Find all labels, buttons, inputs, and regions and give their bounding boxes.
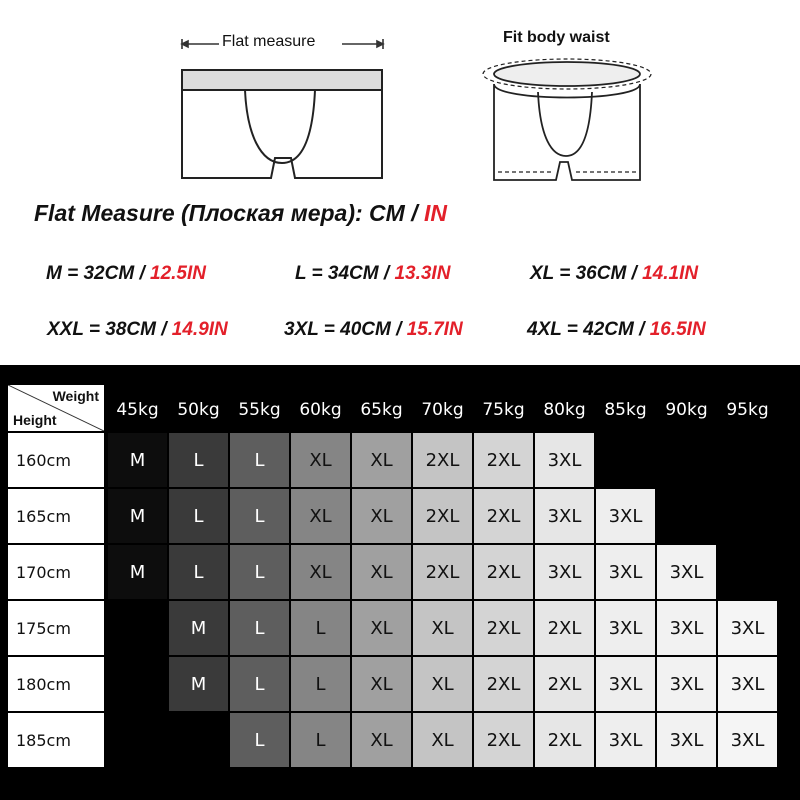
size-cell: 2XL — [474, 545, 533, 599]
size-cell: 3XL — [718, 713, 777, 767]
size-cell: XL — [352, 601, 411, 655]
height-header: 180cm — [8, 657, 104, 711]
size-xl-in: 14.1IN — [642, 263, 699, 284]
measurement-section — [0, 0, 800, 365]
size-cell: M — [169, 657, 228, 711]
empty-cell — [108, 601, 167, 655]
size-cell: 3XL — [596, 489, 655, 543]
size-cell: 2XL — [535, 601, 594, 655]
size-cell: M — [108, 433, 167, 487]
flat-measure-label: Flat measure — [222, 33, 316, 50]
size-cell: XL — [352, 489, 411, 543]
size-cell: 3XL — [657, 601, 716, 655]
weight-header: 85kg — [604, 400, 647, 420]
size-cell: L — [230, 657, 289, 711]
size-cell: 3XL — [596, 657, 655, 711]
empty-cell — [596, 433, 655, 487]
size-cell: XL — [352, 657, 411, 711]
empty-cell — [718, 489, 777, 543]
size-cell: 3XL — [657, 545, 716, 599]
height-header: 165cm — [8, 489, 104, 543]
empty-cell — [718, 545, 777, 599]
flat-measure-title — [34, 200, 447, 227]
table-corner — [8, 385, 104, 431]
size-cell: L — [169, 433, 228, 487]
size-cell: XL — [352, 545, 411, 599]
weight-header: 60kg — [299, 400, 342, 420]
empty-cell — [657, 489, 716, 543]
size-cell: L — [291, 657, 350, 711]
size-cell: L — [291, 713, 350, 767]
size-cell: L — [230, 433, 289, 487]
size-xxl-in: 14.9IN — [171, 319, 228, 340]
body-waist-diagram — [480, 52, 655, 202]
weight-header: 50kg — [177, 400, 220, 420]
size-m-in: 12.5IN — [150, 263, 206, 284]
size-cell: 2XL — [474, 713, 533, 767]
size-cell: XL — [291, 545, 350, 599]
size-4xl-cm: 4XL = 42CM / — [527, 319, 650, 340]
corner-weight-label: Weight — [52, 388, 99, 404]
size-cell: 2XL — [474, 601, 533, 655]
size-cell: 2XL — [535, 657, 594, 711]
size-l-in: 13.3IN — [394, 263, 451, 284]
size-cell: 2XL — [413, 489, 472, 543]
height-header: 160cm — [8, 433, 104, 487]
size-xl — [530, 263, 698, 285]
height-header: 185cm — [8, 713, 104, 767]
empty-cell — [108, 713, 167, 767]
size-cell: 2XL — [413, 433, 472, 487]
size-cell: 2XL — [535, 713, 594, 767]
size-cell: M — [108, 489, 167, 543]
size-cell: 3XL — [596, 601, 655, 655]
weight-header: 90kg — [665, 400, 708, 420]
weight-header: 70kg — [421, 400, 464, 420]
size-m-cm: M = 32CM / — [46, 263, 150, 284]
size-cell: XL — [413, 713, 472, 767]
weight-header: 65kg — [360, 400, 403, 420]
size-4xl — [527, 319, 706, 341]
size-chart-table — [0, 365, 800, 800]
size-cell: 3XL — [657, 657, 716, 711]
size-cell: 3XL — [718, 601, 777, 655]
size-cell: 2XL — [474, 433, 533, 487]
size-cell: 3XL — [657, 713, 716, 767]
size-xl-cm: XL = 36CM / — [530, 263, 643, 284]
weight-header: 95kg — [726, 400, 769, 420]
size-m — [46, 263, 206, 285]
size-cell: L — [230, 489, 289, 543]
size-cell: M — [169, 601, 228, 655]
empty-cell — [718, 433, 777, 487]
size-cell: XL — [291, 433, 350, 487]
size-cell: XL — [352, 713, 411, 767]
flat-measure-diagram — [175, 35, 390, 205]
size-cell: XL — [413, 657, 472, 711]
size-4xl-in: 16.5IN — [649, 319, 706, 340]
height-header: 170cm — [8, 545, 104, 599]
size-cell: L — [230, 713, 289, 767]
empty-cell — [169, 713, 228, 767]
size-3xl — [284, 319, 463, 341]
size-cell: 3XL — [596, 713, 655, 767]
size-3xl-in: 15.7IN — [406, 319, 463, 340]
size-xxl — [47, 319, 228, 341]
size-cell: L — [230, 601, 289, 655]
weight-header: 75kg — [482, 400, 525, 420]
size-cell: L — [169, 489, 228, 543]
height-header: 175cm — [8, 601, 104, 655]
size-cell: 2XL — [413, 545, 472, 599]
size-cell: XL — [352, 433, 411, 487]
size-cell: M — [108, 545, 167, 599]
size-cell: 3XL — [718, 657, 777, 711]
size-cell: 2XL — [474, 489, 533, 543]
size-3xl-cm: 3XL = 40CM / — [284, 319, 407, 340]
size-cell: 3XL — [535, 489, 594, 543]
flat-measure-title-in: IN — [424, 200, 448, 226]
weight-header: 55kg — [238, 400, 281, 420]
size-cell: L — [169, 545, 228, 599]
size-xxl-cm: XXL = 38CM / — [47, 319, 172, 340]
size-cell: 3XL — [535, 545, 594, 599]
size-cell: XL — [291, 489, 350, 543]
weight-header: 45kg — [116, 400, 159, 420]
size-cell: L — [291, 601, 350, 655]
size-cell: XL — [413, 601, 472, 655]
empty-cell — [108, 657, 167, 711]
size-cell: L — [230, 545, 289, 599]
size-l-cm: L = 34CM / — [295, 263, 395, 284]
size-cell: 3XL — [535, 433, 594, 487]
flat-measure-title-text: Flat Measure (Плоская мера): CM / — [34, 200, 425, 226]
empty-cell — [657, 433, 716, 487]
fit-body-waist-label: Fit body waist — [503, 29, 610, 46]
size-l — [295, 263, 450, 285]
weight-header: 80kg — [543, 400, 586, 420]
corner-height-label: Height — [13, 412, 57, 428]
size-cell: 3XL — [596, 545, 655, 599]
size-cell: 2XL — [474, 657, 533, 711]
